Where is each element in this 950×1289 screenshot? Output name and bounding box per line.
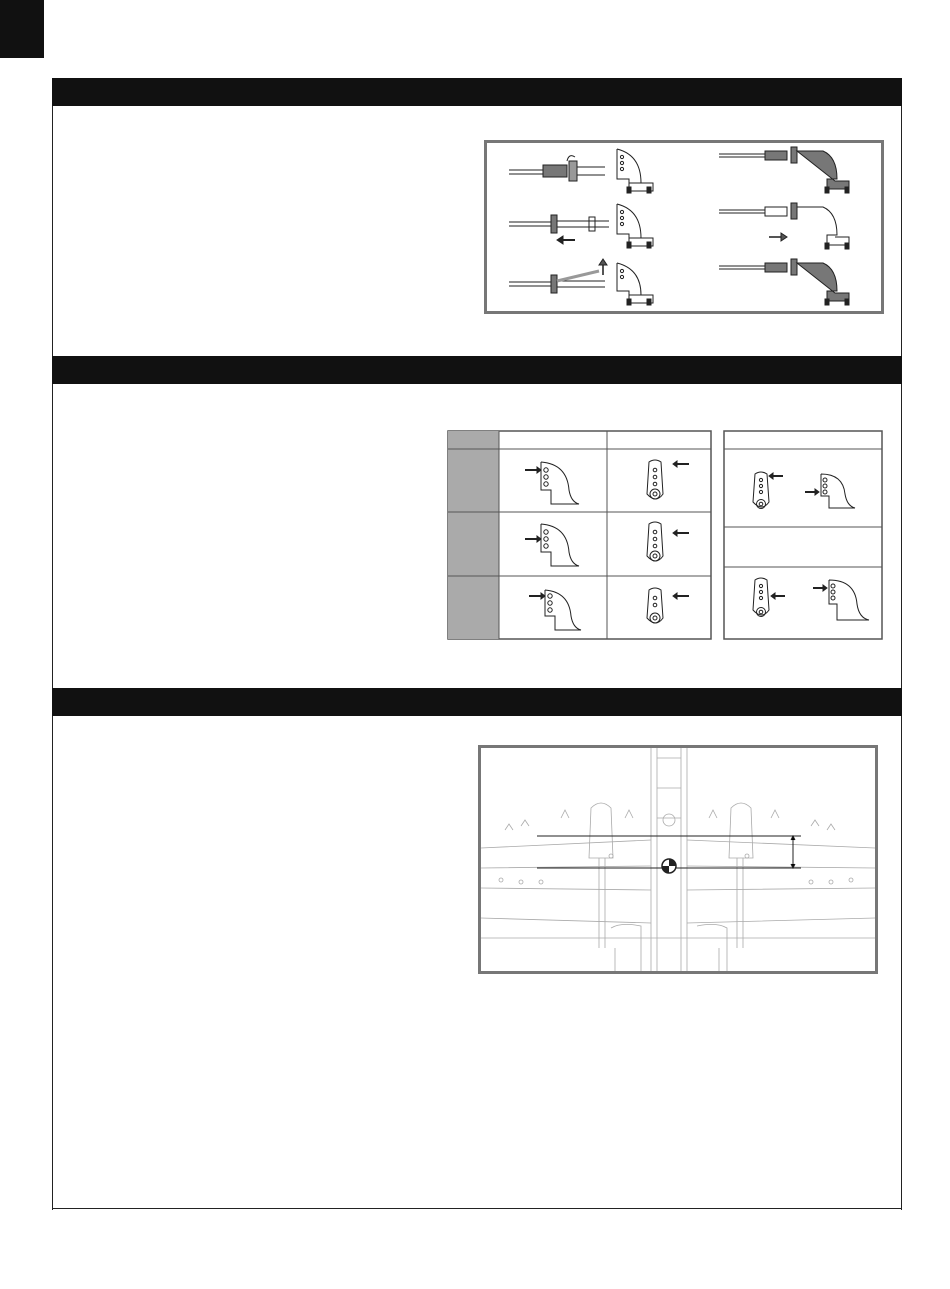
clevis-installed-1 <box>719 147 849 193</box>
clevis-step-2 <box>509 204 653 248</box>
clevis-installed-3 <box>719 259 849 305</box>
clevis-step-3 <box>509 259 653 305</box>
page-frame-bottom <box>52 1208 902 1209</box>
clevis-step-1 <box>509 149 653 193</box>
clevis-installed-2 <box>719 203 849 249</box>
page-corner-tab <box>0 0 44 58</box>
center-of-gravity-icon <box>662 859 676 873</box>
horn-servo-position-table <box>447 430 712 640</box>
center-of-gravity-figure <box>478 745 878 974</box>
aircraft-topview-icon <box>481 748 875 971</box>
clevis-icon <box>543 165 567 177</box>
section-3-header-bar <box>52 688 902 716</box>
clevis-install-figure <box>484 140 884 314</box>
section-1-header-bar <box>52 78 902 106</box>
section-2-header-bar <box>52 356 902 384</box>
horn-servo-comparison-table <box>723 430 883 640</box>
